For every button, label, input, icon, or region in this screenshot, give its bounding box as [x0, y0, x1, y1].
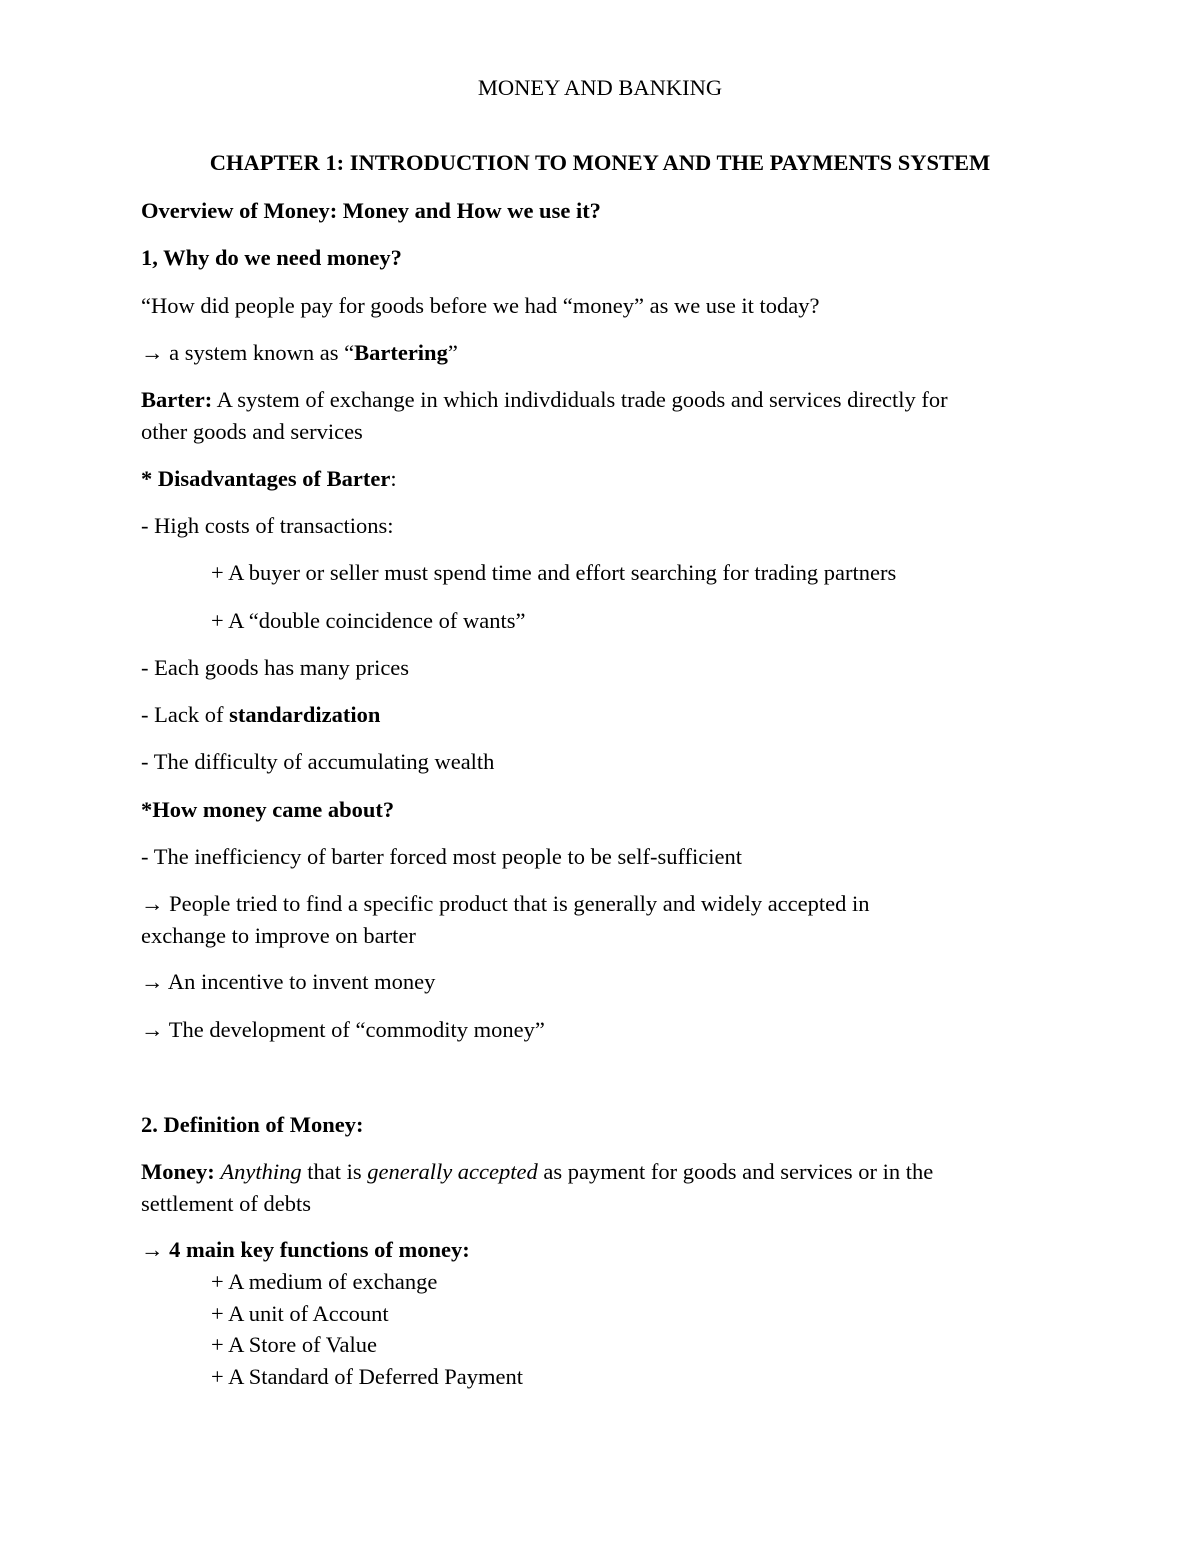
- barter-question: “How did people pay for goods before we had “money” as we use it today?: [141, 293, 820, 318]
- money-definition: Money: Anything that is generally accepted as payment for goods and services or in the: [141, 1159, 934, 1184]
- list-item: → An incentive to invent money: [141, 969, 436, 994]
- chapter-heading: CHAPTER 1: INTRODUCTION TO MONEY AND THE PAYMENTS SYSTEM: [209, 150, 991, 175]
- overview-heading: Overview of Money: Money and How we use it?: [141, 198, 601, 223]
- function-item: + A Store of Value: [211, 1332, 378, 1357]
- list-item: - Lack of standardization: [141, 702, 381, 727]
- function-item: + A Standard of Deferred Payment: [211, 1364, 523, 1389]
- list-item: - The difficulty of accumulating wealth: [141, 749, 495, 774]
- arrow-icon: →: [141, 1237, 164, 1262]
- disadvantages-heading: * Disadvantages of Barter:: [141, 466, 397, 491]
- functions-heading: → 4 main key functions of money:: [141, 1237, 470, 1262]
- list-item-cont: exchange to improve on barter: [141, 923, 416, 948]
- section-1-heading: 1, Why do we need money?: [141, 245, 402, 270]
- list-item: → The development of “commodity money”: [141, 1017, 545, 1042]
- list-item: - The inefficiency of barter forced most people to be self-sufficient: [141, 844, 743, 869]
- document-title: MONEY AND BANKING: [477, 75, 723, 100]
- function-item: + A unit of Account: [211, 1301, 389, 1326]
- barter-definition-cont: other goods and services: [141, 419, 363, 444]
- money-definition-cont: settlement of debts: [141, 1191, 311, 1216]
- arrow-icon: →: [141, 1017, 164, 1042]
- how-money-heading: *How money came about?: [141, 797, 395, 822]
- arrow-icon: →: [141, 891, 164, 916]
- arrow-icon: →: [141, 340, 164, 365]
- list-item: + A buyer or seller must spend time and effort searching for trading partners: [211, 560, 897, 585]
- function-item: + A medium of exchange: [211, 1269, 438, 1294]
- list-item: + A “double coincidence of wants”: [211, 608, 526, 633]
- barter-definition: Barter: A system of exchange in which indivdiduals trade goods and services directly for: [141, 387, 948, 412]
- bartering-line: → a system known as “Bartering”: [141, 340, 458, 365]
- list-item: → People tried to find a specific product that is generally and widely accepted in: [141, 891, 870, 916]
- list-item: - Each goods has many prices: [141, 655, 410, 680]
- section-2-heading: 2. Definition of Money:: [141, 1112, 364, 1137]
- arrow-icon: →: [141, 969, 164, 994]
- list-item: - High costs of transactions:: [141, 513, 394, 538]
